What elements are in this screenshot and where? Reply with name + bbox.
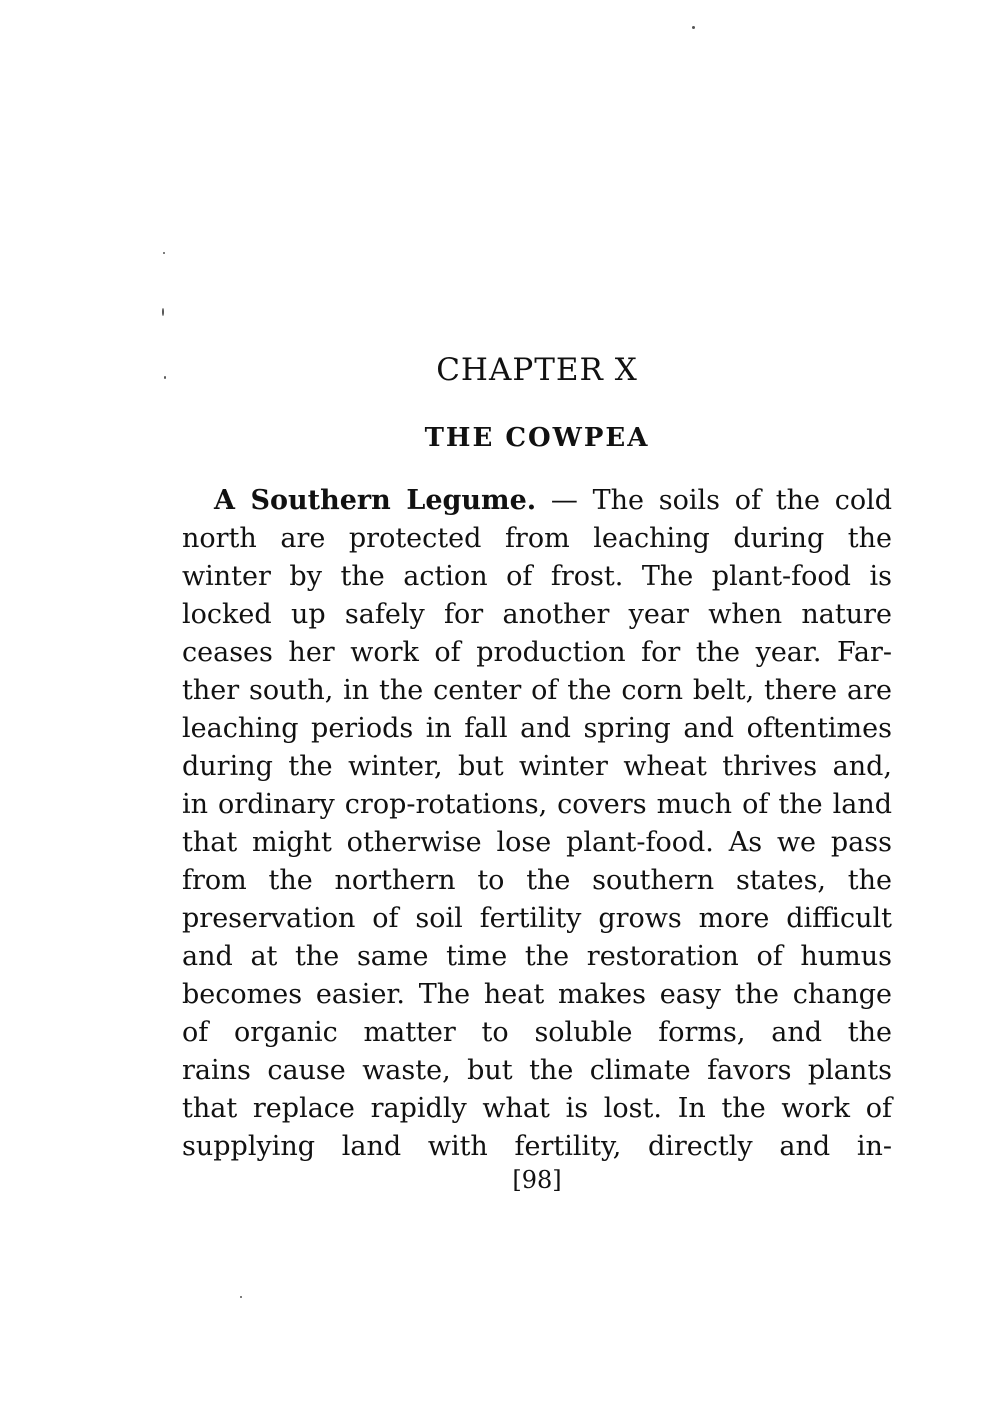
text-line: winter by the action of frost. The plant-food is [182, 561, 892, 592]
text-line: leaching periods in fall and spring and oftentimes [182, 713, 892, 744]
text-line-content: — The soils of the cold [550, 485, 893, 516]
text-line [182, 482, 892, 520]
text-line: north are protected from leaching during the [182, 523, 892, 554]
text-line: that replace rapidly what is lost. In the work of [182, 1093, 892, 1124]
run-in-heading: A Southern Legume. [214, 485, 537, 516]
scan-speck [692, 26, 695, 29]
text-line: that might otherwise lose plant-food. As we pass [182, 827, 892, 858]
text-line: from the northern to the southern states, the [182, 865, 892, 896]
page-number: [98] [512, 1166, 562, 1194]
scan-speck [240, 1296, 242, 1298]
text-line: of organic matter to soluble forms, and the [182, 1017, 892, 1048]
body-paragraph [182, 482, 892, 1166]
text-line: rains cause waste, but the climate favors plants [182, 1055, 892, 1086]
text-line: during the winter, but winter wheat thrives and, [182, 751, 892, 782]
chapter-title: THE COWPEA [424, 423, 650, 453]
text-line: in ordinary crop-rotations, covers much of the land [182, 789, 892, 820]
scan-speck [162, 308, 164, 316]
text-line: locked up safely for another year when nature [182, 599, 892, 630]
scan-speck [164, 376, 166, 379]
scan-speck [163, 252, 165, 254]
text-line: ther south, in the center of the corn belt, there are [182, 675, 892, 706]
text-line: and at the same time the restoration of humus [182, 941, 892, 972]
text-line: supplying land with fertility, directly and in- [182, 1131, 892, 1162]
text-line: becomes easier. The heat makes easy the change [182, 979, 892, 1010]
text-line: preservation of soil fertility grows more difficult [182, 903, 892, 934]
chapter-number: CHAPTER X [436, 352, 638, 388]
text-line: ceases her work of production for the year. Far- [182, 637, 892, 668]
